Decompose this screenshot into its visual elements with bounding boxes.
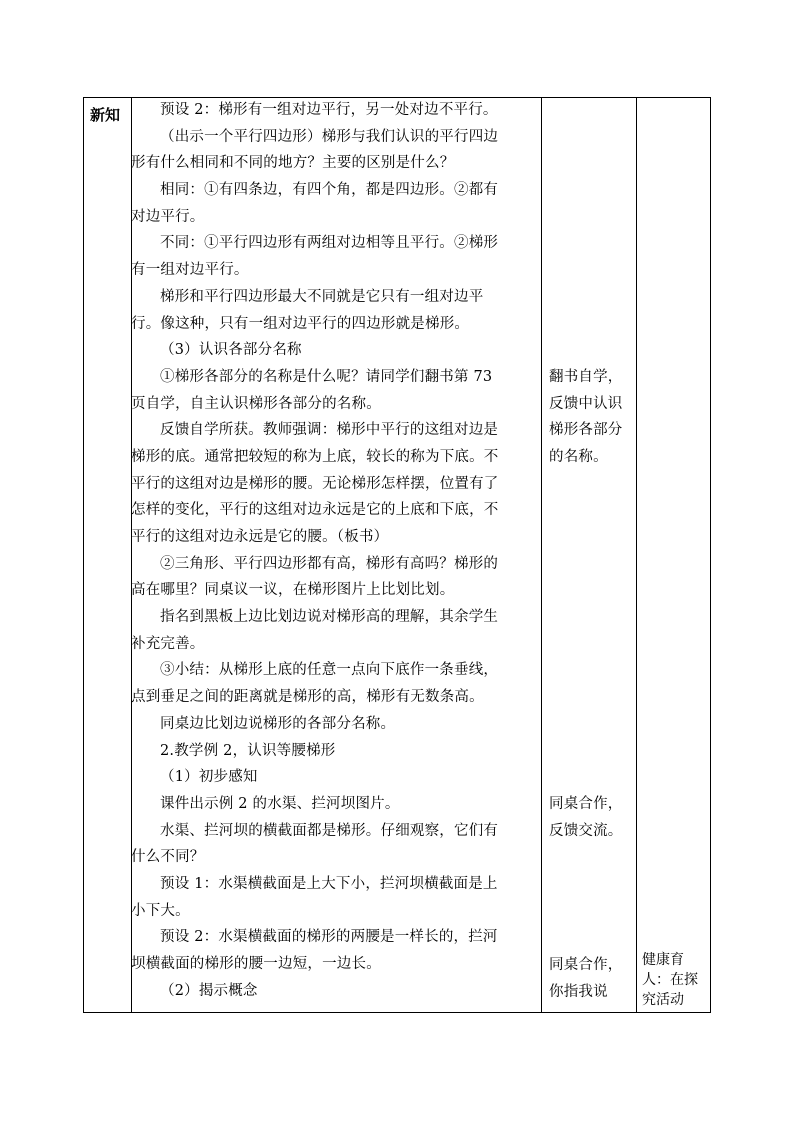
content-line: 什么不同？: [131, 849, 205, 866]
content-line: 有一组对边平行。: [131, 262, 249, 279]
content-line: 平行的这组对边永远是它的腰。（板书）: [131, 529, 389, 545]
content-line: 课件出示例 2 的水渠、拦河坝图片。: [160, 795, 400, 812]
content-line: （出示一个平行四边形）梯形与我们认识的平行四边: [160, 128, 499, 145]
teaching-process-cell: [131, 97, 541, 1004]
content-line: （2）揭示概念: [160, 982, 258, 999]
content-line: 梯形和平行四边形最大不同就是它只有一组对边平: [160, 288, 484, 305]
content-line: 相同：①有四条边，有四个角，都是四边形。②都有: [160, 182, 499, 199]
content-line: 怎样的变化，平行的这组对边永远是它的上底和下底，不: [131, 502, 499, 519]
content-line: 行。像这种，只有一组对边平行的四边形就是梯形。: [131, 315, 470, 332]
content-line: （1）初步感知: [160, 769, 258, 786]
content-line: 预设 2：梯形有一组对边平行，另一处对边不平行。: [160, 102, 498, 118]
content-line: 水渠、拦河坝的横截面都是梯形。仔细观察，它们有: [160, 822, 499, 839]
content-line: ②三角形、平行四边形都有高，梯形有高吗？梯形的: [160, 555, 499, 572]
student-note-line: 梯形各部分: [549, 422, 623, 439]
content-line: 点到垂足之间的距离就是梯形的高，梯形有无数条高。: [131, 689, 484, 706]
content-line: 页自学，自主认识梯形各部分的名称。: [131, 395, 381, 412]
content-line: 指名到黑板上边比划边说对梯形高的理解，其余学生: [160, 609, 499, 626]
content-line: 坝横截面的梯形的腰一边短，一边长。: [131, 956, 381, 972]
content-line: 平行的这组对边是梯形的腰。无论梯形怎样摆，位置有了: [131, 475, 499, 492]
student-note-line: 反馈中认识: [549, 395, 623, 412]
content-line: 2.教学例 2，认识等腰梯形: [160, 742, 336, 759]
student-note-line: 你指我说: [549, 983, 608, 1000]
content-line: 高在哪里？同桌议一议，在梯形图片上比划比划。: [131, 582, 455, 599]
content-line: 预设 1：水渠横截面是上大下小，拦河坝横截面是上: [160, 875, 498, 892]
content-line: ③小结：从梯形上底的任意一点向下底作一条垂线，: [160, 662, 499, 679]
student-note-line: 同桌合作，: [549, 796, 623, 812]
content-line: 反馈自学所获。教师强调：梯形中平行的这组对边是: [160, 422, 499, 439]
content-line: 梯形的底。通常把较短的称为上底，较长的称为下底。不: [131, 448, 499, 465]
remark-line: 健康育: [642, 952, 684, 968]
content-line: 不同：①平行四边形有两组对边相等且平行。②梯形: [160, 235, 499, 252]
student-note-line: 反馈交流。: [549, 822, 623, 839]
content-line: 预设 2：水渠横截面的梯形的两腰是一样长的，拦河: [160, 929, 498, 946]
content-line: 补充完善。: [131, 635, 205, 652]
content-line: 同桌边比划边说梯形的各部分名称。: [160, 715, 396, 732]
student-note-line: 的名称。: [549, 449, 608, 466]
student-note-line: 翻书自学，: [549, 369, 623, 385]
student-activity-3: [549, 952, 623, 1005]
content-line: ①梯形各部分的名称是什么呢？请同学们翻书第 73: [160, 368, 493, 385]
remark-cell: [642, 950, 698, 1010]
remark-line: 人：在探: [642, 972, 698, 988]
column-divider-2: [541, 98, 542, 1012]
content-line: 对边平行。: [131, 208, 205, 225]
student-activity-2: [549, 791, 623, 844]
content-line: （3）认识各部分名称: [160, 342, 302, 359]
row-label: 新知: [90, 106, 121, 124]
remark-line: 究活动: [642, 992, 684, 1008]
content-line: 形有什么相同和不同的地方？主要的区别是什么？: [131, 155, 455, 172]
student-note-line: 同桌合作，: [549, 957, 623, 973]
content-line: 小下大。: [131, 902, 190, 919]
student-activity-1: [549, 364, 623, 471]
column-divider-3: [636, 98, 637, 1012]
